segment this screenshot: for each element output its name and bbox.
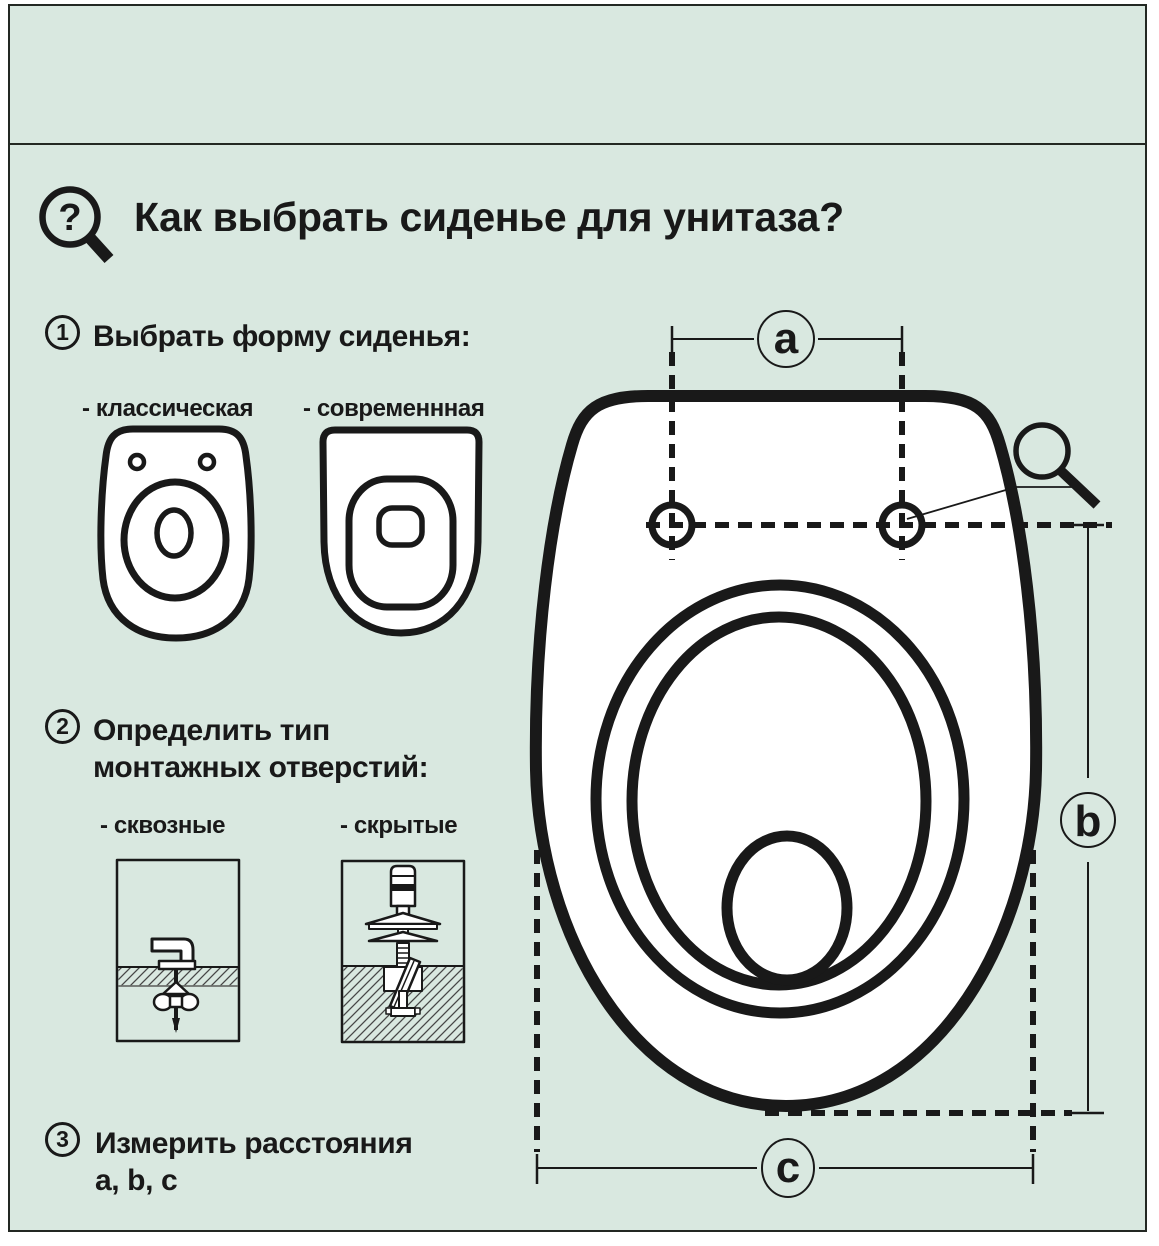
option-modern-label: - современнная bbox=[303, 395, 485, 422]
option-through-label: - сквозные bbox=[100, 812, 226, 839]
step-3-label-line2: a, b, c bbox=[95, 1164, 178, 1197]
step-1-number: 1 bbox=[45, 315, 80, 350]
step-2-label-line1: Определить тип bbox=[93, 714, 330, 747]
option-hidden-label: - скрытые bbox=[340, 812, 458, 839]
option-classic-label: - классическая bbox=[82, 395, 254, 422]
step-3-number: 3 bbox=[45, 1122, 80, 1157]
question-magnifier-icon bbox=[33, 181, 121, 273]
step-2-number: 2 bbox=[45, 709, 80, 744]
dimension-b-label: b bbox=[1074, 797, 1102, 846]
dimension-c-label: c bbox=[775, 1143, 801, 1192]
step-1-label: Выбрать форму сиденья: bbox=[93, 320, 471, 353]
dimension-a-label: a bbox=[773, 314, 799, 363]
step-2-label-line2: монтажных отверстий: bbox=[93, 751, 429, 784]
step-3-label-line1: Измерить расстояния bbox=[95, 1127, 413, 1160]
svg-text:?: ? bbox=[58, 197, 82, 239]
page-title: Как выбрать сиденье для унитаза? bbox=[134, 194, 844, 240]
top-blank-band bbox=[8, 4, 1147, 143]
main-panel bbox=[8, 143, 1147, 1232]
